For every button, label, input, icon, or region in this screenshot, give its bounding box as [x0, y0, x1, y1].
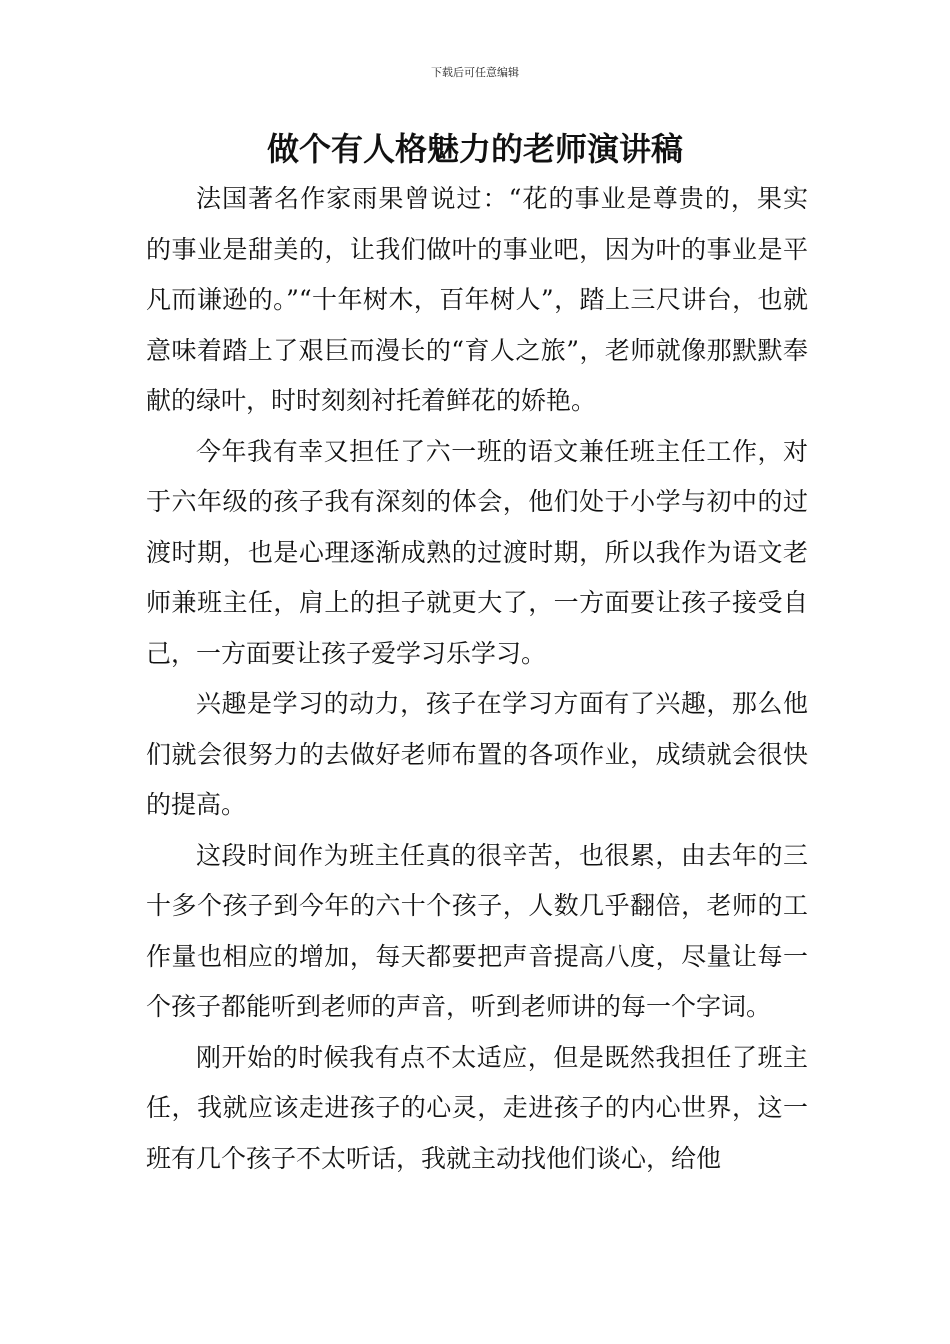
document-body — [146, 174, 808, 1184]
body-paragraph: 兴趣是学习的动力，孩子在学习方面有了兴趣，那么他们就会很努力的去做好老师布置的各项作业，成绩就会很快的提高。 — [146, 689, 808, 819]
body-paragraph: 今年我有幸又担任了六一班的语文兼任班主任工作，对于六年级的孩子我有深刻的体会，他们处于小学与初中的过渡时期，也是心理逐渐成熟的过渡时期，所以我作为语文老师兼班主任，肩上的担子就更大了，一方面要让孩子接受自己，一方面要让孩子爱学习乐学习。 — [146, 436, 808, 668]
body-paragraph: 刚开始的时候我有点不太适应，但是既然我担任了班主任，我就应该走进孩子的心灵，走进孩子的内心世界，这一班有几个孩子不太听话，我就主动找他们谈心，给他 — [146, 1042, 808, 1173]
body-paragraph: 法国著名作家雨果曾说过：“花的事业是尊贵的，果实的事业是甜美的，让我们做叶的事业吧，因为叶的事业是平凡而谦逊的。”“十年树木，百年树人”，踏上三尺讲台，也就意味着踏上了艰巨而漫长的“育人之旅”，老师就像那默默奉献的绿叶，时时刻刻衬托着鲜花的娇艳。 — [146, 184, 808, 415]
body-paragraph: 这段时间作为班主任真的很辛苦，也很累，由去年的三十多个孩子到今年的六十个孩子，人数几乎翻倍，老师的工作量也相应的增加，每天都要把声音提高八度，尽量让每一个孩子都能听到老师的声音，听到老师讲的每一个字词。 — [146, 840, 808, 1021]
document-title: 做个有人格魅力的老师演讲稿 — [266, 130, 683, 168]
page-header-note: 下载后可任意编辑 — [431, 66, 519, 79]
